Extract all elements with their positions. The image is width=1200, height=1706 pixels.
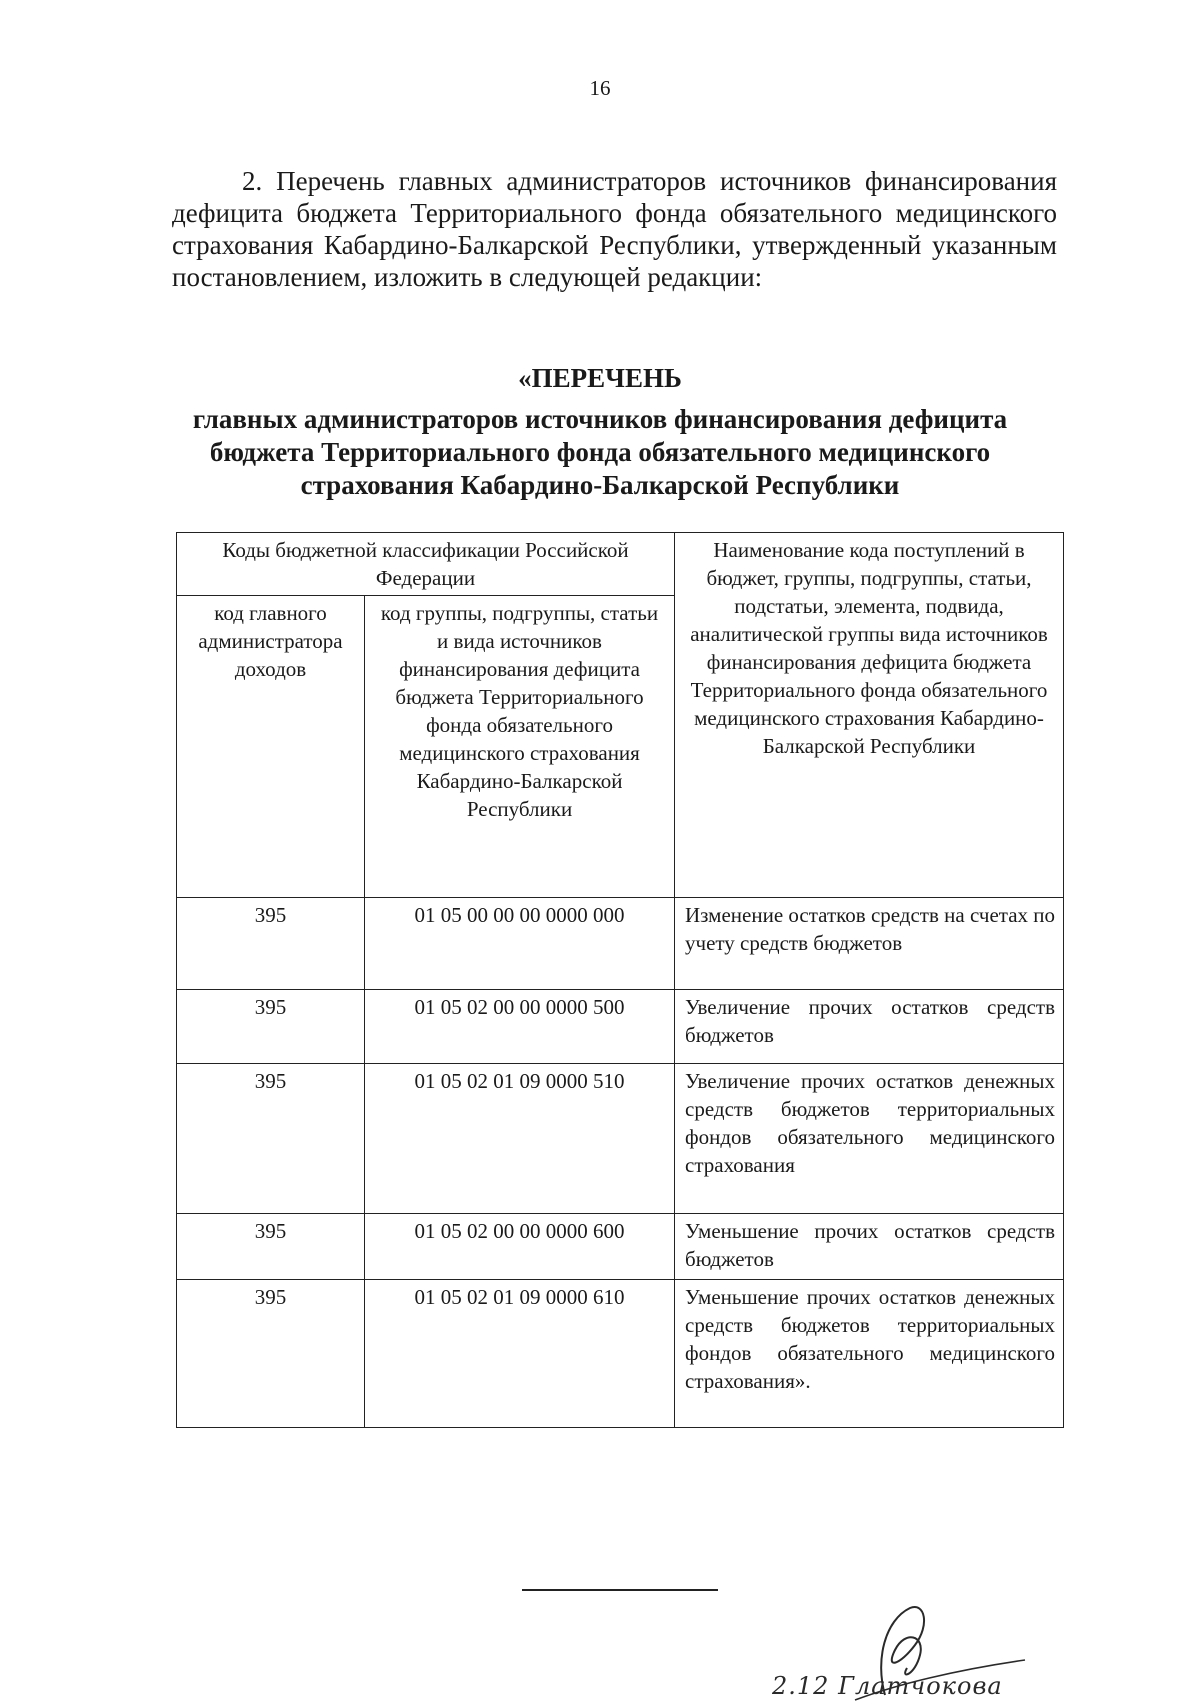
subtitle-line-1: главных администраторов источников финансирования дефицита [192, 404, 1008, 434]
classification-code-cell: 01 05 02 00 00 0000 500 [365, 990, 675, 1064]
document-title: «ПЕРЕЧЕНЬ [518, 363, 682, 393]
codes-table [176, 532, 1064, 1428]
header-budget-codes: Коды бюджетной классификации Российской Федерации [177, 533, 675, 596]
intro-text: 2. Перечень главных администраторов источников финансирования дефицита бюджета Территориального фонда обязательного медицинского страхования Кабардино-Балкарской Республики, утвержденный указанным постановлением, изложить в следующей редакции: [172, 166, 1057, 292]
admin-code-cell: 395 [177, 1280, 365, 1428]
signature-note: 2.12 Глатчокова [772, 1672, 1003, 1700]
classification-code-cell: 01 05 02 01 09 0000 610 [365, 1280, 675, 1428]
classification-code-cell: 01 05 02 00 00 0000 600 [365, 1214, 675, 1280]
admin-code-cell: 395 [177, 898, 365, 990]
description-cell: Уменьшение прочих остатков денежных средств бюджетов территориальных фондов обязательного медицинского страхования». [675, 1280, 1064, 1428]
header-admin-code: код главного администратора доходов [177, 596, 365, 898]
separator-line [522, 1589, 718, 1591]
admin-code-cell: 395 [177, 1214, 365, 1280]
admin-code-cell: 395 [177, 1064, 365, 1214]
subtitle-line-3: страхования Кабардино-Балкарской Республики [300, 470, 900, 500]
header-name: Наименование кода поступлений в бюджет, группы, подгруппы, статьи, подстатьи, элемента, подвида, аналитической группы вида источников финансирования дефицита бюджета Территориального фонда обязательного медицинского страхования Кабардино-Балкарской Республики [675, 533, 1064, 898]
table-row [177, 1280, 1064, 1428]
page-number: 16 [589, 76, 611, 100]
classification-code-cell: 01 05 00 00 00 0000 000 [365, 898, 675, 990]
table-row [177, 990, 1064, 1064]
document-subtitle [150, 403, 1050, 502]
admin-code-cell: 395 [177, 990, 365, 1064]
table-row [177, 1064, 1064, 1214]
table-row [177, 898, 1064, 990]
intro-paragraph [172, 165, 1057, 293]
description-cell: Увеличение прочих остатков денежных средств бюджетов территориальных фондов обязательного медицинского страхования [675, 1064, 1064, 1214]
subtitle-line-2: бюджета Территориального фонда обязательного медицинского [209, 437, 991, 467]
description-cell: Изменение остатков средств на счетах по учету средств бюджетов [675, 898, 1064, 990]
classification-code-cell: 01 05 02 01 09 0000 510 [365, 1064, 675, 1214]
description-cell: Уменьшение прочих остатков средств бюджетов [675, 1214, 1064, 1280]
header-group-code: код группы, подгруппы, статьи и вида источников финансирования дефицита бюджета Территориального фонда обязательного медицинского страхования Кабардино-Балкарской Республики [365, 596, 675, 898]
description-cell: Увеличение прочих остатков средств бюджетов [675, 990, 1064, 1064]
table-row [177, 1214, 1064, 1280]
